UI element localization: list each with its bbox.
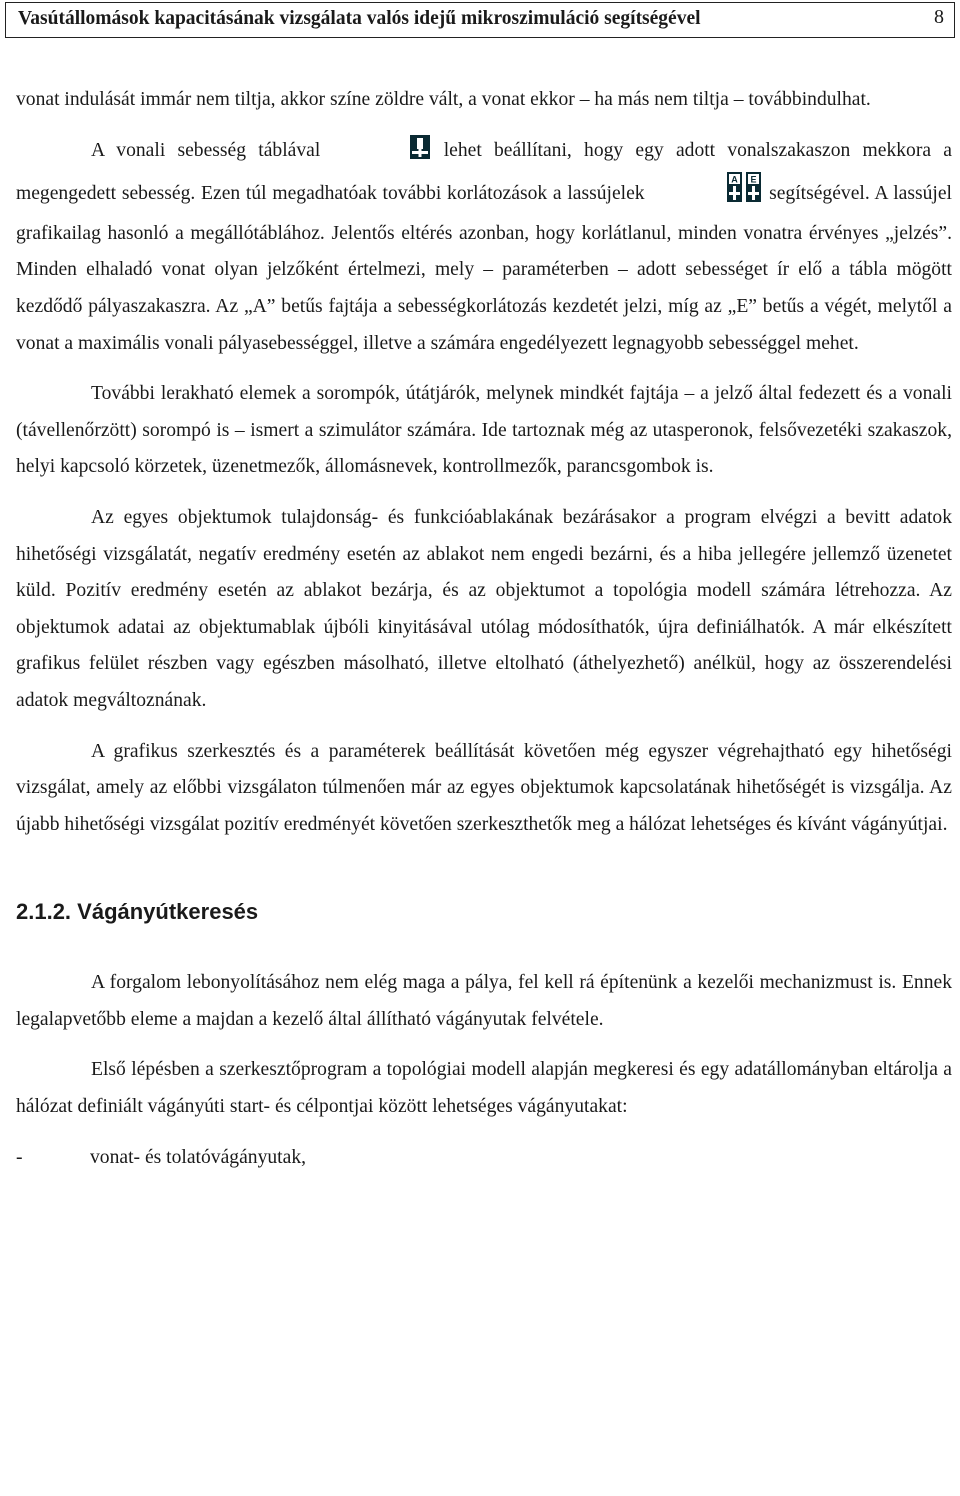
- list-item-text: vonat- és tolatóvágányutak,: [90, 1146, 307, 1168]
- paragraph-1: vonat indulását immár nem tiltja, akkor színe zöldre vált, a vonat ekkor – ha más nem tiltja – továbbindulhat.: [16, 89, 871, 110]
- paragraph-4: Az egyes objektumok tulajdonság- és funkcióablakának bezárásakor a program elvégzi a bevitt adatok hihetőségi vizsgálatát, negatív eredmény esetén az ablakot nem engedi bezárni, és a hiba jellegére jellemző üzenetet küld. Pozitív eredmény esetén az ablakot bezárja, és az objektumot a topológia modell számára létrehozza. Az objektumok adatai az objektumablak újbóli kinyitásával utólag módosíthatók, újra definiálhatók. A már elkészített grafikus felület részben vagy egészben másolható, illetve eltolható (áthelyezhető) anélkül, hogy az összerendelési adatok megváltoznának.: [16, 506, 952, 711]
- header-title: Vasútállomások kapacitásának vizsgálata valós idejű mikroszimuláció segítségével: [18, 8, 701, 29]
- paragraph-3: További lerakható elemek a sorompók, útátjárók, melynek mindkét fajtája – a jelző által fedezett és a vonali (távellenőrzött) sorompó is – ismert a szimulátor számára. Ide tartoznak még az utasperonok, felsővezetéki szakaszok, helyi kapcsoló körzetek, üzenetmezők, állomásnevek, kontrollmezők, parancsgombok is.: [16, 383, 952, 478]
- paragraph-2-part-b: lehet beállítani, hogy egy adott vonalszakaszon mekkora a megengedett sebesség. Ezen túl megadhatóak további korlátozások a lassújelek: [16, 139, 952, 205]
- paragraph-2-part-a: A vonali sebesség táblával: [91, 139, 321, 161]
- list-item: [16, 1140, 952, 1177]
- slow-sign-label-a: A: [731, 174, 739, 185]
- paragraph-6: A forgalom lebonyolításához nem elég maga a pálya, fel kell rá építenünk a kezelői mechanizmust is. Ennek legalapvetőbb eleme a majdan a kezelő által állítható vágányutak felvétele.: [16, 972, 952, 1030]
- page-header: [5, 2, 955, 38]
- paragraph-5: A grafikus szerkesztés és a paraméterek beállítását követően még egyszer végrehajtható egy hihetőségi vizsgálat, amely az előbbi vizsgálaton túlmenően már az egyes objektumok kapcsolatának hihetőségét is vizsgálja. Az újabb hihetőségi vizsgálat pozitív eredményét követően szerkeszthetők meg a hálózat lehetséges és kívánt vágányútjai.: [16, 740, 952, 835]
- paragraph-2-part-c: segítségével. A lassújel grafikailag hasonló a megállótáblához. Jelentős eltérés azonban, hogy korlátlanul, minden vonatra érvényes „jelzés”. Minden elhaladó vonat olyan jelzőként értelmezi, mely – paraméterben – adott sebességet ír elő a tábla mögött kezdődő pályaszakaszra. Az „A” betűs fajtája a sebességkorlátozás kezdetét jelzi, míg az „E” betűs a végét, melytől a vonat a maximális vonali pályasebességgel, illetve a számára engedélyezett legnagyobb sebességgel mehet.: [16, 183, 952, 354]
- paragraph-7: Első lépésben a szerkesztőprogram a topológiai modell alapján megkeresi és egy adatállományban eltárolja a hálózat definiált vágányúti start- és célpontjai között lehetséges vágányutakat:: [16, 1059, 952, 1118]
- slow-signals-icon: [652, 172, 761, 216]
- slow-sign-label-e: E: [750, 174, 757, 185]
- speed-sign-icon: [335, 135, 430, 173]
- document-body: [16, 82, 952, 1176]
- page-number: 8: [934, 6, 944, 28]
- paragraph-2: [16, 133, 952, 363]
- section-heading: 2.1.2. Vágányútkeresés: [16, 899, 259, 925]
- list-bullet: -: [16, 1146, 23, 1168]
